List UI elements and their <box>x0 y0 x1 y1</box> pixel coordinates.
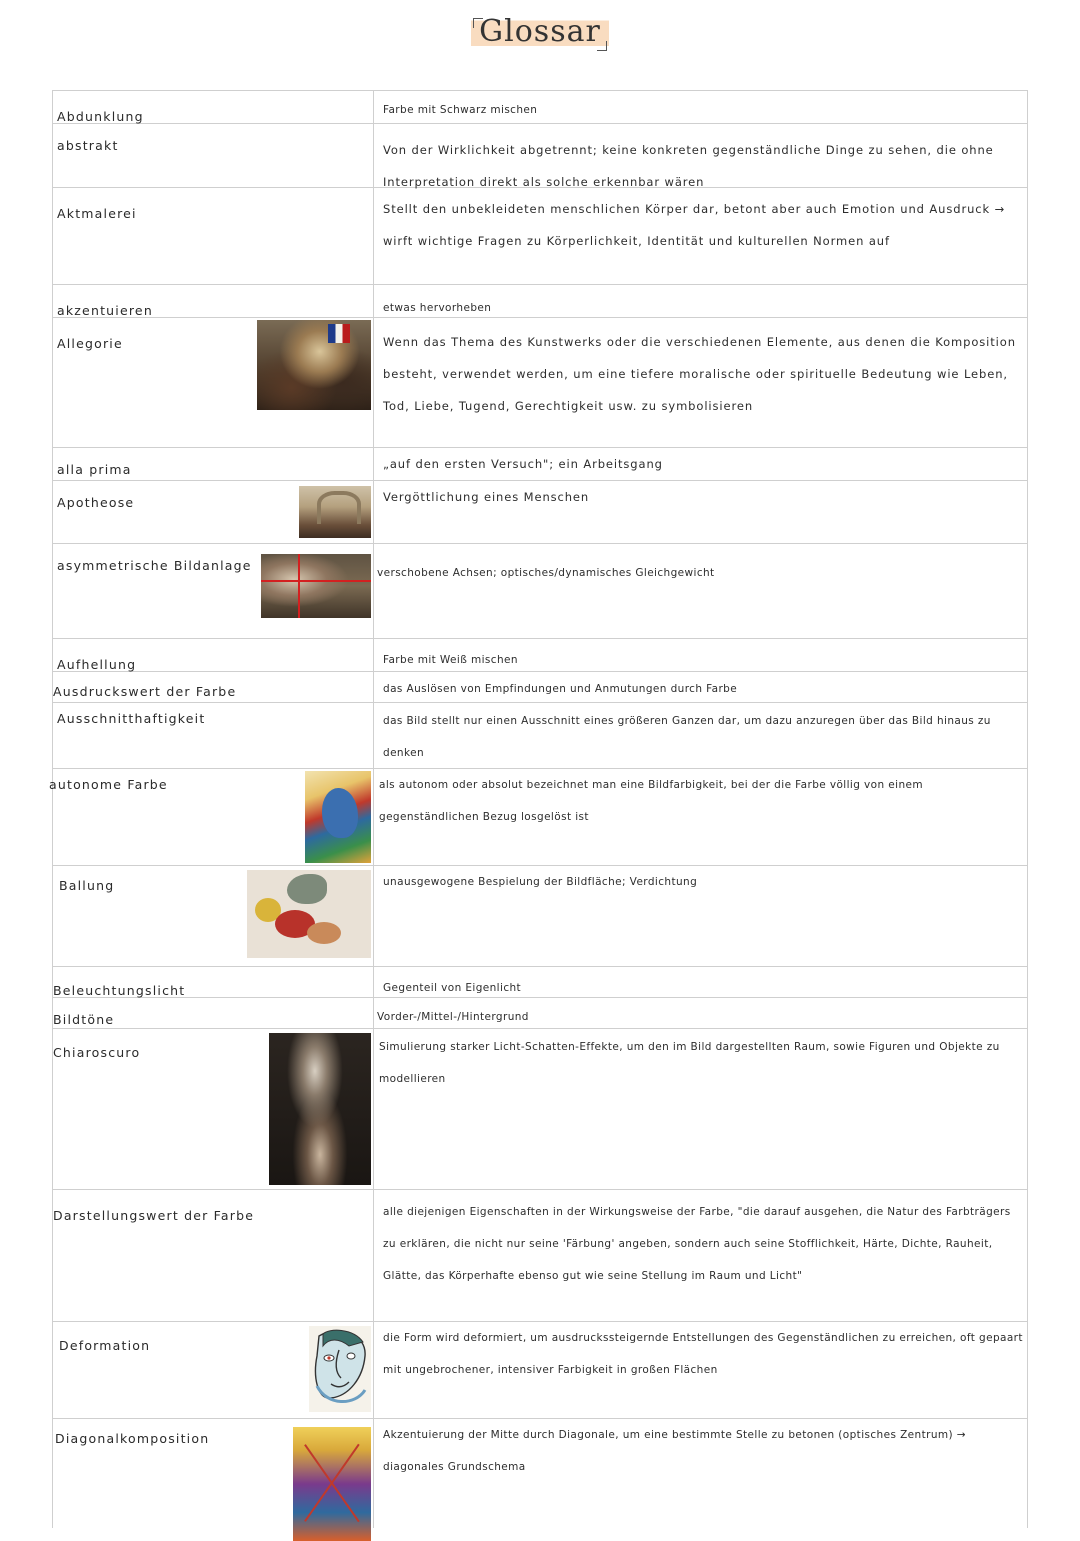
table-row <box>53 967 1027 998</box>
table-row <box>53 1322 1027 1419</box>
apotheose-image <box>299 486 371 538</box>
table-row <box>53 448 1027 481</box>
term: Bildtöne <box>53 1012 115 1027</box>
table-row <box>53 639 1027 672</box>
term: Aktmalerei <box>57 206 137 221</box>
term: Deformation <box>59 1338 151 1353</box>
allegorie-image <box>257 320 371 410</box>
chiaroscuro-image <box>269 1033 371 1185</box>
definition: etwas hervorheben <box>383 302 492 314</box>
axis-line <box>298 554 300 618</box>
definition: Farbe mit Schwarz mischen <box>383 104 538 116</box>
definition: als autonom oder absolut bezeichnet man eine Bildfarbigkeit, bei der die Farbe völlig von einem gegenständlichen Bezug losgelöst ist <box>379 779 923 823</box>
title-wrap <box>0 14 1080 51</box>
term: asymmetrische Bildanlage <box>57 558 252 573</box>
definition: Wenn das Thema des Kunstwerks oder die verschiedenen Elemente, aus denen die Komposition besteht, verwendet werden, um eine tiefere moralische oder spirituelle Bedeutung wie Leben, Tod, Liebe, Tugend, Gerechtigkeit usw. zu symbolisieren <box>383 335 1016 413</box>
term: Abdunklung <box>57 109 144 124</box>
table-row <box>53 703 1027 769</box>
term: Apotheose <box>57 495 135 510</box>
term: alla prima <box>57 462 132 477</box>
term: Ballung <box>59 878 115 893</box>
table-row <box>53 1419 1027 1528</box>
table-row <box>53 188 1027 285</box>
table-row <box>53 672 1027 703</box>
definition: Stellt den unbekleideten menschlichen Körper dar, betont aber auch Emotion und Ausdruck → wirft wichtige Fragen zu Körperlichkeit, Identität und kulturellen Normen auf <box>383 202 1006 248</box>
definition: das Auslösen von Empfindungen und Anmutungen durch Farbe <box>383 683 738 695</box>
glossary-table <box>49 90 1028 1528</box>
definition: „auf den ersten Versuch"; ein Arbeitsgang <box>383 457 663 471</box>
term: Allegorie <box>57 336 123 351</box>
table-row <box>53 481 1027 544</box>
definition: verschobene Achsen; optisches/dynamisches Gleichgewicht <box>377 567 715 579</box>
definition: Gegenteil von Eigenlicht <box>383 982 522 994</box>
term: Diagonalkomposition <box>55 1431 210 1446</box>
face-sketch <box>309 1326 371 1412</box>
definition: Vorder-/Mittel-/Hintergrund <box>377 1011 529 1023</box>
definition: Akzentuierung der Mitte durch Diagonale, um eine bestimmte Stelle zu betonen (optisches Zentrum) → diagonales Grundschema <box>383 1429 966 1473</box>
table-row <box>53 866 1027 967</box>
term: Darstellungswert der Farbe <box>53 1208 255 1223</box>
table-row <box>53 285 1027 318</box>
definition: Von der Wirklichkeit abgetrennt; keine konkreten gegenständliche Dinge zu sehen, die ohne Interpretation direkt als solche erkennbar wären <box>383 143 994 189</box>
fruit-shape <box>307 922 341 944</box>
term: Beleuchtungslicht <box>53 983 186 998</box>
term: akzentuieren <box>57 303 153 318</box>
table-row <box>53 1029 1027 1190</box>
term: Ausdruckswert der Farbe <box>53 684 237 699</box>
horse-shape <box>322 788 358 839</box>
table-row <box>53 91 1027 124</box>
definition: Simulierung starker Licht-Schatten-Effekte, um den im Bild dargestellten Raum, sowie Figuren und Objekte zu modellieren <box>379 1041 1000 1085</box>
definition: Farbe mit Weiß mischen <box>383 654 518 666</box>
definition: das Bild stellt nur einen Ausschnitt eines größeren Ganzen dar, um dazu anzuregen über das Bild hinaus zu denken <box>383 715 991 759</box>
definition: unausgewogene Bespielung der Bildfläche; Verdichtung <box>383 876 698 888</box>
bird-shape <box>287 874 327 904</box>
term: autonome Farbe <box>49 777 168 792</box>
term: Aufhellung <box>57 657 137 672</box>
diagonal-image <box>293 1427 371 1541</box>
table-row <box>53 124 1027 188</box>
axis-line <box>261 580 371 582</box>
table-row <box>53 1190 1027 1322</box>
term: Chiaroscuro <box>53 1045 141 1060</box>
page-title: Glossar <box>471 14 609 51</box>
definition: Vergöttlichung eines Menschen <box>383 490 590 504</box>
term: Ausschnitthaftigkeit <box>57 711 206 726</box>
table-row <box>53 998 1027 1029</box>
definition: alle diejenigen Eigenschaften in der Wirkungsweise der Farbe, "die darauf ausgehen, die Natur des Farbträgers zu erklären, die nicht nur seine 'Färbung' angeben, sondern auch seine Stofflichkeit, Härte, Dichte, Rauheit, Glätte, das Körperhafte ebenso gut wie seine Stellung im Raum und Licht" <box>383 1206 1011 1282</box>
table-row <box>49 769 1027 866</box>
table-row <box>53 544 1027 639</box>
flag-shape <box>328 324 351 344</box>
ballung-image <box>247 870 371 958</box>
table-row <box>53 318 1027 448</box>
definition: die Form wird deformiert, um ausdruckssteigernde Entstellungen des Gegenständlichen zu erreichen, oft gepaart mit ungebrochener, intensiver Farbigkeit in großen Flächen <box>383 1332 1023 1376</box>
asymmetric-image <box>261 554 371 618</box>
autonome-farbe-image <box>305 771 371 863</box>
deformation-image <box>309 1326 371 1412</box>
arch-shape <box>317 491 361 524</box>
term: abstrakt <box>57 138 119 153</box>
